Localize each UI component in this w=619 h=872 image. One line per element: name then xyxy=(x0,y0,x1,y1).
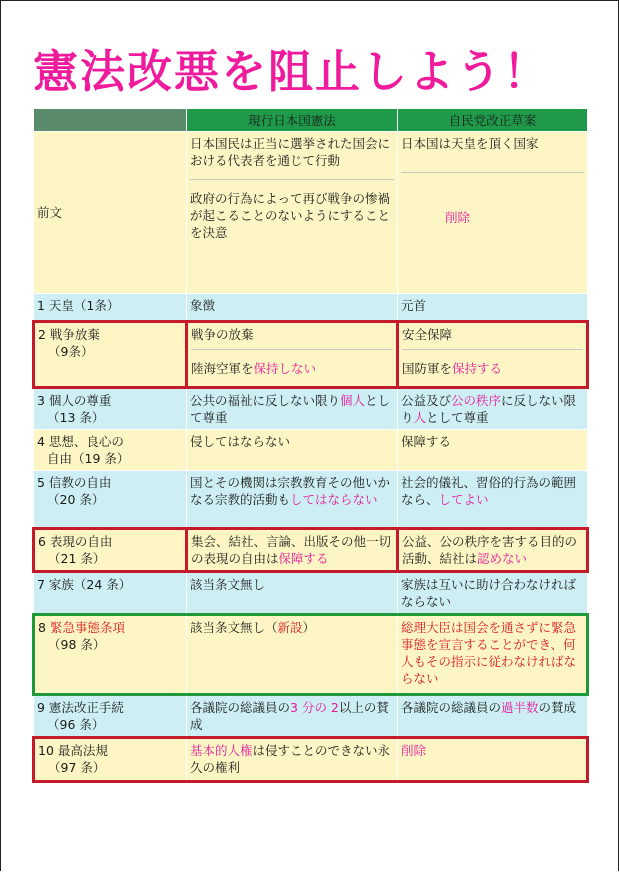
current-text: 該当条文無し（ xyxy=(190,620,278,635)
current-cell xyxy=(187,471,398,529)
page-title: 憲法改悪を阻止しよう！ xyxy=(33,45,551,98)
ldp-cell xyxy=(398,471,588,529)
ldp-text: 国防軍を xyxy=(402,361,453,376)
table-row xyxy=(34,294,588,322)
current-text: として尊重 xyxy=(190,393,391,425)
ldp-text: 日本国は天皇を頂く国家 xyxy=(401,136,539,151)
ldp-cell: 元首 xyxy=(398,294,588,322)
row-label-text: （20 条） xyxy=(47,492,105,507)
table-row xyxy=(34,471,588,529)
ldp-cell xyxy=(398,695,588,738)
current-cell xyxy=(187,529,398,572)
ldp-text: 安全保障 xyxy=(402,327,453,342)
ldp-text: 削除 xyxy=(445,210,471,225)
current-highlight: してはならない xyxy=(290,492,378,507)
row-label-text: 8 xyxy=(38,620,50,635)
row-label-text: 自由（19 条） xyxy=(47,451,130,466)
current-cell: 該当条文無し xyxy=(187,572,398,615)
ldp-highlight: 削除 xyxy=(401,743,427,758)
ldp-cell xyxy=(398,132,588,294)
table-row xyxy=(34,529,588,572)
row-label xyxy=(34,615,187,695)
row-label xyxy=(34,738,187,782)
current-text: 日本国民は正当に選挙された国会における代表者を通じて行動 xyxy=(190,136,391,168)
row-label xyxy=(34,430,187,471)
row-label-text: （13 条） xyxy=(47,410,105,425)
current-highlight: 個人 xyxy=(340,393,366,408)
row-label-text: 前文 xyxy=(37,205,63,220)
current-cell: 侵してはならない xyxy=(187,430,398,471)
ldp-text: に反しない限り xyxy=(401,393,577,425)
current-text: 公共の福祉に反しない限り xyxy=(190,393,341,408)
row-label-text: （9条） xyxy=(48,344,94,359)
ldp-highlight: 人 xyxy=(413,410,427,425)
ldp-cell: 保障する xyxy=(398,430,588,471)
ldp-cell xyxy=(398,615,588,695)
table-row xyxy=(34,572,588,615)
ldp-text: 社会的儀礼、習俗的行為の範囲なら、 xyxy=(401,475,577,507)
ldp-cell xyxy=(398,322,588,388)
current-text: 政府の行為によって再び戦争の惨禍が起こることのないようにすることを決意 xyxy=(190,179,394,241)
current-highlight: 基本的人権 xyxy=(190,743,253,758)
row-label-text: 9 憲法改正手続 xyxy=(37,700,124,715)
current-cell xyxy=(187,132,398,294)
comparison-table xyxy=(32,108,589,783)
row-label-text: 3 個人の尊重 xyxy=(37,393,112,408)
ldp-highlight: 総理大臣は国会を通さずに緊急事態を宣言することができ、何人もその指示に従わなければならない xyxy=(401,620,577,686)
row-label xyxy=(34,132,187,294)
ldp-highlight: 公の秩序 xyxy=(451,393,502,408)
row-label-text: 2 戦争放棄 xyxy=(38,327,100,342)
current-highlight: 新設 xyxy=(277,620,303,635)
ldp-highlight: 保持する xyxy=(452,361,503,376)
current-cell xyxy=(187,695,398,738)
ldp-text: 公益及び xyxy=(401,393,452,408)
header-ldp: 自民党改正草案 xyxy=(398,109,588,132)
current-cell: 象徴 xyxy=(187,294,398,322)
row-label xyxy=(34,322,187,388)
ldp-highlight: してよい xyxy=(438,492,489,507)
row-label xyxy=(34,529,187,572)
row-label-text: 10 最高法規 xyxy=(38,743,108,758)
current-text: 集会、結社、言論、出版その他一切の表現の自由は xyxy=(191,534,392,566)
row-label xyxy=(34,471,187,529)
current-highlight: 保持しない xyxy=(253,361,317,376)
ldp-text: の賛成 xyxy=(538,700,577,715)
ldp-text: として尊重 xyxy=(426,410,489,425)
table-header xyxy=(34,109,588,132)
current-text: は侵すことのできない永久の権利 xyxy=(190,743,391,775)
current-text: 戦争の放棄 xyxy=(191,327,254,342)
row-label-highlight: 緊急事態条項 xyxy=(49,620,125,635)
current-cell xyxy=(187,322,398,388)
table-row xyxy=(34,738,588,782)
row-label: 1 天皇（1条） xyxy=(34,294,187,322)
row-label-text: 5 信教の自由 xyxy=(37,475,112,490)
table-row xyxy=(34,695,588,738)
row-label-text: 4 思想、良心の xyxy=(37,434,124,449)
current-text: 国とその機関は宗教教育その他いかなる宗教的活動も xyxy=(190,475,391,507)
ldp-highlight: 過半数 xyxy=(501,700,539,715)
ldp-cell xyxy=(398,738,588,782)
current-cell xyxy=(187,615,398,695)
row-label-text: （21 条） xyxy=(48,551,106,566)
ldp-cell xyxy=(398,529,588,572)
row-label xyxy=(34,695,187,738)
ldp-cell: 家族は互いに助け合わなければならない xyxy=(398,572,588,615)
ldp-text: 公益、公の秩序を害する目的の活動、結社は xyxy=(402,534,578,566)
table-row xyxy=(34,430,588,471)
header-corner xyxy=(34,109,187,132)
current-highlight: 保障する xyxy=(278,551,329,566)
header-current: 現行日本国憲法 xyxy=(187,109,398,132)
current-text: 各議院の総議員の xyxy=(190,700,291,715)
row-label-text: （96 条） xyxy=(47,717,105,732)
row-label-text: （97 条） xyxy=(48,760,106,775)
row-label-text: 6 表現の自由 xyxy=(38,534,113,549)
row-label xyxy=(34,388,187,430)
table-row xyxy=(34,615,588,695)
ldp-text: 各議院の総議員の xyxy=(401,700,502,715)
ldp-highlight: 認めない xyxy=(477,551,528,566)
current-text: ） xyxy=(302,620,316,635)
current-highlight: 3 分の 2 xyxy=(290,700,339,715)
table-row xyxy=(34,388,588,430)
current-text: 以上の賛成 xyxy=(190,700,389,732)
current-cell xyxy=(187,388,398,430)
current-text: 陸海空軍を xyxy=(191,361,254,376)
current-cell xyxy=(187,738,398,782)
table-row xyxy=(34,322,588,388)
row-label: 7 家族（24 条） xyxy=(34,572,187,615)
table-row xyxy=(34,132,588,294)
row-label-text: （98 条） xyxy=(48,637,106,652)
ldp-cell xyxy=(398,388,588,430)
